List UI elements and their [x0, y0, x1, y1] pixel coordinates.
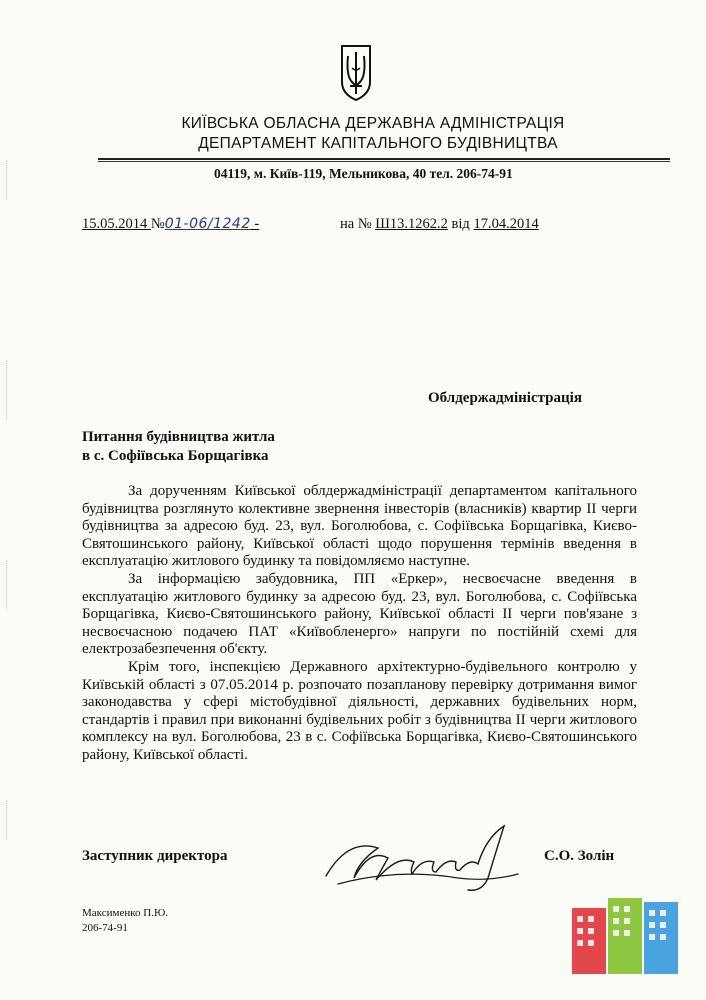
subject-line-2: в с. Софіївська Борщагівка — [82, 448, 269, 464]
scan-edge-mark — [6, 560, 17, 610]
department-address: 04119, м. Київ-119, Мельникова, 40 тел. 206-74-91 — [214, 166, 513, 181]
incoming-reference — [340, 216, 539, 233]
executor-name: Максименко П.Ю. — [82, 907, 169, 919]
outgoing-date: 15.05.2014 — [82, 216, 148, 232]
outgoing-reference: 15.05.2014 №01-06/1242 - — [82, 216, 260, 232]
number-prefix: № — [150, 216, 165, 232]
body-paragraph-3: Крім того, інспекцією Державного архітектурно-будівельного контролю у Київській області з 07.05.2014 р. розпочато позапланову перевірку дотримання вимог законодавства у сфері містобудівної діяльності, державних будівельних норм, стандартів і правил при виконанні будівельних робіт з будівництва ІІ черги житлового комплексу на вул. Боголюбова, 23 в с. Софіївська Борщагівка, Києво-Святошинського району, Київської області. — [82, 658, 637, 763]
building-logo-icon — [568, 888, 684, 980]
department-name: ДЕПАРТАМЕНТ КАПІТАЛЬНОГО БУДІВНИЦТВА — [198, 135, 558, 152]
executor-block — [82, 906, 168, 936]
trident-emblem-icon — [336, 42, 376, 102]
body-paragraph-2: За інформацією забудовника, ПП «Еркер», несвоєчасне введення в експлуатацію житлового будинку за адресою буд. 23, вул. Боголюбова, с. Софіївська Борщагівка, Києво-Святошинського району, Київської області ІІ черги пов'язане з несвоєчасною подачею ПАТ «Київобленерго» напруги по постійній схемі для електрозабезпечення об'єкту. — [82, 570, 637, 658]
from-label: від — [451, 216, 470, 232]
scan-edge-mark — [6, 360, 17, 420]
addressee: Облдержадміністрація — [428, 390, 582, 406]
organization-name: КИЇВСЬКА ОБЛАСНА ДЕРЖАВНА АДМІНІСТРАЦІЯ — [181, 115, 565, 132]
letter-subject — [82, 428, 275, 466]
executor-phone: 206-74-91 — [82, 922, 128, 934]
incoming-number: Ш13.1262.2 — [375, 216, 448, 232]
incoming-prefix: на № — [340, 216, 372, 232]
letter-body — [82, 483, 637, 765]
body-paragraph-1: За дорученням Київської облдержадміністрації департаментом капітального будівництва розглянуто колективне звернення інвесторів (власників) квартир ІІ черги будівництва за адресою буд. 23, вул. Боголюбова, с. Софіївська Борщагівка, Києво-Святошинського району, Київської області щодо порушення термінів введення в експлуатацію житлового будинку та повідомляємо наступне. — [82, 483, 637, 570]
incoming-date: 17.04.2014 — [473, 216, 539, 232]
scan-edge-mark — [6, 800, 17, 840]
header-divider-thin — [98, 161, 670, 162]
subject-line-1: Питання будівництва житла — [82, 429, 275, 445]
signatory-title: Заступник директора — [82, 848, 228, 864]
outgoing-number: 01-06/1242 — [164, 216, 251, 232]
scan-edge-mark — [6, 160, 17, 200]
signatory-name: С.О. Золін — [544, 848, 615, 864]
handwritten-signature-icon — [318, 818, 528, 898]
header-divider — [98, 158, 670, 160]
